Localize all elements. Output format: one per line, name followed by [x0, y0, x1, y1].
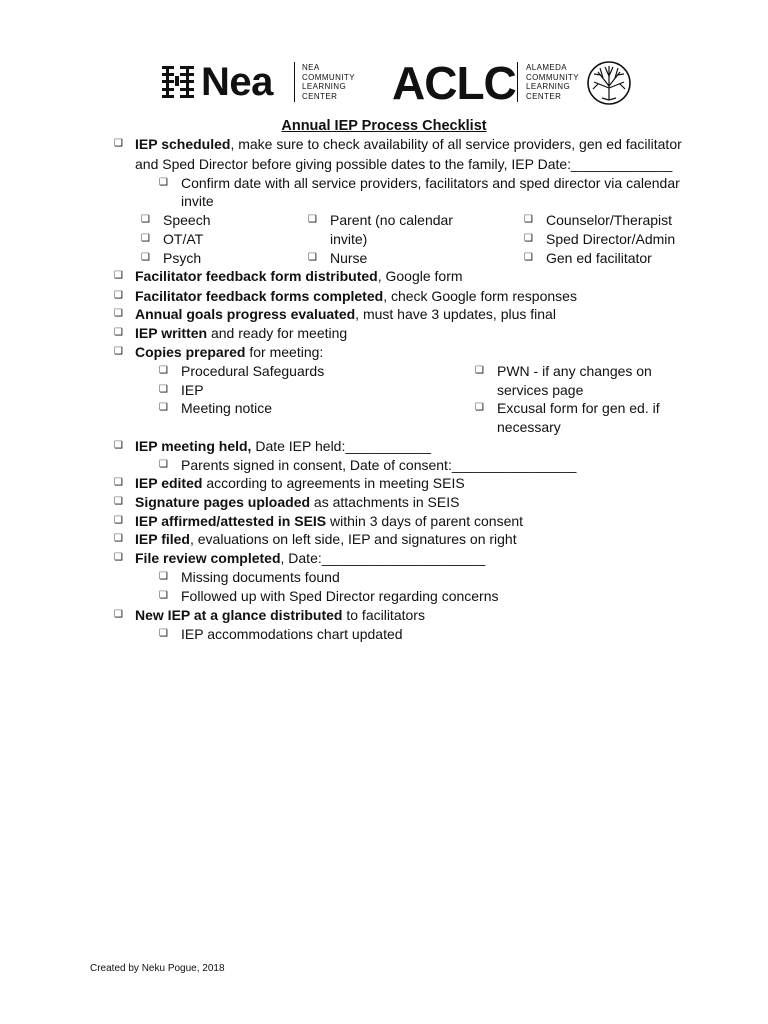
checkbox-glance-distributed[interactable]: ❑ — [114, 609, 123, 620]
checkbox-iep-edited[interactable]: ❑ — [114, 477, 123, 488]
checkbox-iep-filed[interactable]: ❑ — [114, 533, 123, 544]
tree-logo-icon — [586, 60, 632, 106]
item-iep-copy: IEP — [181, 382, 204, 398]
item-gen-ed: Gen ed facilitator — [546, 250, 652, 266]
checkbox-gen-ed[interactable]: ❑ — [524, 252, 533, 263]
checkbox-iep-copy[interactable]: ❑ — [159, 384, 168, 395]
item-iep-filed: IEP filed, evaluations on left side, IEP and signatures on right — [135, 531, 517, 547]
checkbox-followed-up[interactable]: ❑ — [159, 590, 168, 601]
checkbox-feedback-completed[interactable]: ❑ — [114, 290, 123, 301]
aclc-divider — [517, 62, 518, 102]
item-feedback-distributed: Facilitator feedback form distributed, Google form — [135, 268, 463, 284]
checkbox-otat[interactable]: ❑ — [141, 233, 150, 244]
checkbox-iep-scheduled[interactable]: ❑ — [114, 138, 123, 149]
checkbox-psych[interactable]: ❑ — [141, 252, 150, 263]
item-missing-docs: Missing documents found — [181, 569, 340, 585]
aclc-wordmark: ACLC — [392, 57, 516, 109]
item-meeting-notice: Meeting notice — [181, 400, 273, 416]
item-parent: Parent (no calendar — [330, 212, 453, 228]
checkbox-signature-pages[interactable]: ❑ — [114, 496, 123, 507]
footer-credit: Created by Neku Pogue, 2018 — [90, 963, 225, 974]
item-speech: Speech — [163, 212, 211, 228]
checkbox-nurse[interactable]: ❑ — [308, 252, 317, 263]
checkbox-sped-director[interactable]: ❑ — [524, 233, 533, 244]
checkbox-missing-docs[interactable]: ❑ — [159, 571, 168, 582]
item-nurse: Nurse — [330, 250, 368, 266]
nea-divider — [294, 62, 295, 102]
document-title: Annual IEP Process Checklist — [281, 118, 487, 134]
item-pwn-line2: services page — [497, 382, 584, 398]
item-psych: Psych — [163, 250, 202, 266]
item-accommodations: IEP accommodations chart updated — [181, 626, 403, 642]
checkbox-iep-affirmed[interactable]: ❑ — [114, 515, 123, 526]
item-confirm-date-line2: invite — [181, 193, 214, 209]
checkbox-copies-prepared[interactable]: ❑ — [114, 346, 123, 357]
item-sped-director: Sped Director/Admin — [546, 231, 676, 247]
item-consent: Parents signed in consent, Date of consent:________________ — [181, 457, 577, 473]
checkbox-speech[interactable]: ❑ — [141, 214, 150, 225]
item-iep-written: IEP written and ready for meeting — [135, 325, 348, 341]
item-iep-affirmed: IEP affirmed/attested in SEIS within 3 days of parent consent — [135, 513, 524, 529]
checkbox-accommodations[interactable]: ❑ — [159, 628, 168, 639]
item-iep-scheduled: IEP scheduled, make sure to check availability of all service providers, gen ed facilitator — [135, 136, 682, 152]
checkbox-pwn[interactable]: ❑ — [475, 365, 484, 376]
aclc-subtitle: ALAMEDA COMMUNITY LEARNING CENTER — [526, 63, 579, 101]
item-counselor: Counselor/Therapist — [546, 212, 673, 228]
item-feedback-completed: Facilitator feedback forms completed, check Google form responses — [135, 288, 577, 304]
item-glance-distributed: New IEP at a glance distributed to facilitators — [135, 607, 425, 623]
item-parent-line2: invite) — [330, 231, 368, 247]
item-iep-edited: IEP edited according to agreements in meeting SEIS — [135, 475, 465, 491]
item-safeguards: Procedural Safeguards — [181, 363, 325, 379]
item-file-review: File review completed, Date:_____________________ — [135, 550, 486, 566]
nea-logo-mark-icon — [160, 64, 196, 100]
item-iep-scheduled-line2: and Sped Director before giving possible dates to the family, IEP Date:_____________ — [135, 156, 673, 172]
item-followed-up: Followed up with Sped Director regarding concerns — [181, 588, 499, 604]
checkbox-confirm-date[interactable]: ❑ — [159, 177, 168, 188]
checkbox-feedback-distributed[interactable]: ❑ — [114, 270, 123, 281]
checkbox-meeting-notice[interactable]: ❑ — [159, 402, 168, 413]
item-excusal-line2: necessary — [497, 419, 561, 435]
checkbox-parent[interactable]: ❑ — [308, 214, 317, 225]
item-signature-pages: Signature pages uploaded as attachments in SEIS — [135, 494, 460, 510]
checkbox-counselor[interactable]: ❑ — [524, 214, 533, 225]
item-excusal: Excusal form for gen ed. if — [497, 400, 660, 416]
checkbox-safeguards[interactable]: ❑ — [159, 365, 168, 376]
item-pwn: PWN - if any changes on — [497, 363, 652, 379]
nea-wordmark: Nea — [201, 60, 273, 104]
nea-subtitle: NEA COMMUNITY LEARNING CENTER — [302, 63, 355, 101]
item-goals-evaluated: Annual goals progress evaluated, must have 3 updates, plus final — [135, 306, 556, 322]
item-meeting-held: IEP meeting held, Date IEP held:___________ — [135, 438, 431, 454]
item-confirm-date: Confirm date with all service providers, facilitators and sped director via calendar — [181, 175, 680, 191]
checkbox-file-review[interactable]: ❑ — [114, 552, 123, 563]
item-otat: OT/AT — [163, 231, 204, 247]
checkbox-excusal[interactable]: ❑ — [475, 402, 484, 413]
checkbox-iep-written[interactable]: ❑ — [114, 327, 123, 338]
checkbox-goals-evaluated[interactable]: ❑ — [114, 308, 123, 319]
logo-header — [160, 58, 635, 108]
checkbox-consent[interactable]: ❑ — [159, 459, 168, 470]
checkbox-meeting-held[interactable]: ❑ — [114, 440, 123, 451]
item-copies-prepared: Copies prepared for meeting: — [135, 344, 324, 360]
